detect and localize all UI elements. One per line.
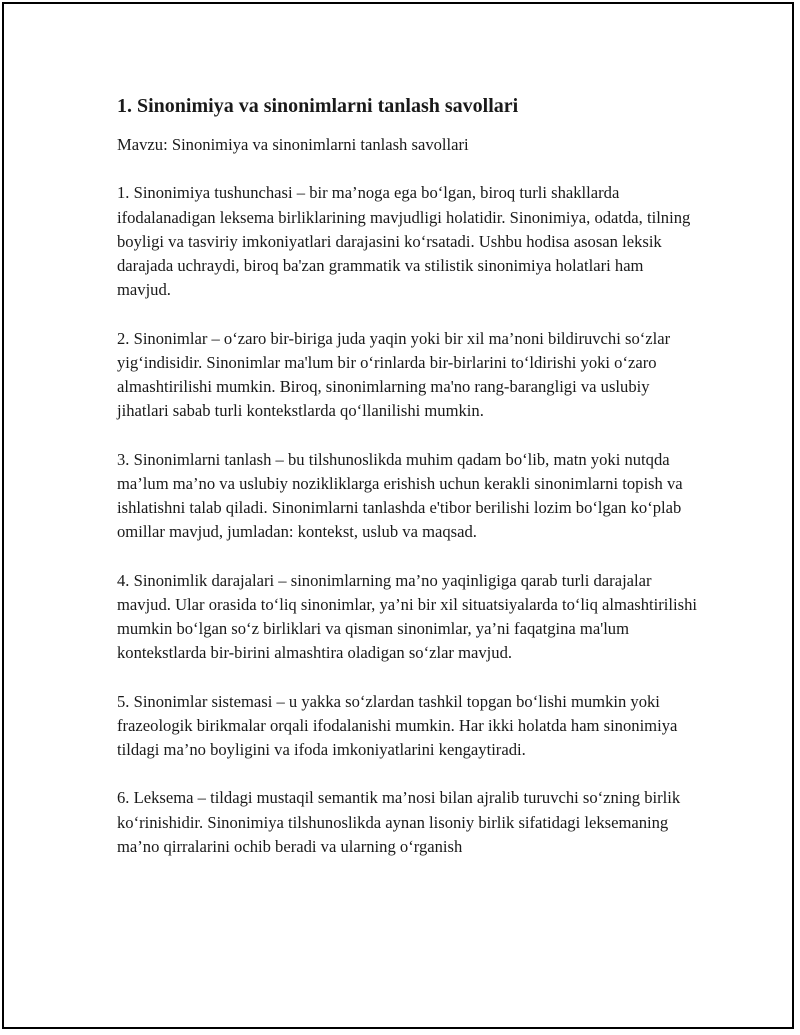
document-body xyxy=(117,92,697,859)
document-subject: Mavzu: Sinonimiya va sinonimlarni tanlash savollari xyxy=(117,135,469,154)
paragraph-2: 2. Sinonimlar – o‘zaro bir-biriga juda yaqin yoki bir xil ma’noni bildiruvchi so‘zlar yig‘indisidir. Sinonimlar ma'lum bir o‘rinlarda bir-birlarini to‘ldirishi yoki o‘zaro almashtirilishi mumkin. Biroq, sinonimlarning ma'no rang-barangligi va uslubiy jihatlari sabab turli kontekstlarda qo‘llanilishi mumkin. xyxy=(117,328,671,421)
paragraph-5: 5. Sinonimlar sistemasi – u yakka so‘zlardan tashkil topgan bo‘lishi mumkin yoki frazeologik birikmalar orqali ifodalanishi mumkin. Har ikki holatda ham sinonimiya tildagi ma’no boyligini va ifoda imkoniyatlarini kengaytiradi. xyxy=(117,691,678,759)
paragraph-1: 1. Sinonimiya tushunchasi – bir ma’noga ega bo‘lgan, biroq turli shakllarda ifodalanadigan leksema birliklarining mavjudligi holatidir. Sinonimiya, odatda, tilning boyligi va tasviriy imkoniyatlari darajasini ko‘rsatadi. Ushbu hodisa asosan leksik darajada uchraydi, biroq ba'zan grammatik va stilistik sinonimiya holatlari ham mavjud. xyxy=(117,183,691,300)
paragraph-4: 4. Sinonimlik darajalari – sinonimlarning ma’no yaqinligiga qarab turli darajalar mavjud. Ular orasida to‘liq sinonimlar, ya’ni bir xil situatsiyalarda to‘liq almashtirilishi mumkin bo‘lgan so‘z birliklari va qisman sinonimlar, ya’ni faqatgina ma'lum kontekstlarda bir-birini almashtira oladigan so‘zlar mavjud. xyxy=(117,570,698,663)
paragraph-3: 3. Sinonimlarni tanlash – bu tilshunoslikda muhim qadam bo‘lib, matn yoki nutqda ma’lum ma’no va uslubiy nozikliklarga erishish uchun kerakli sinonimlarni topish va ishlatishni talab qiladi. Sinonimlarni tanlashda e'tibor berilishi lozim bo‘lgan ko‘plab omillar mavjud, jumladan: kontekst, uslub va maqsad. xyxy=(117,449,683,542)
document-title: 1. Sinonimiya va sinonimlarni tanlash savollari xyxy=(117,95,519,117)
paragraph-6: 6. Leksema – tildagi mustaqil semantik ma’nosi bilan ajralib turuvchi so‘zning birlik ko‘rinishidir. Sinonimiya tilshunoslikda aynan lisoniy birlik sifatidagi leksemaning ma’no qirralarini ochib beradi va ularning o‘rganish xyxy=(117,788,681,856)
